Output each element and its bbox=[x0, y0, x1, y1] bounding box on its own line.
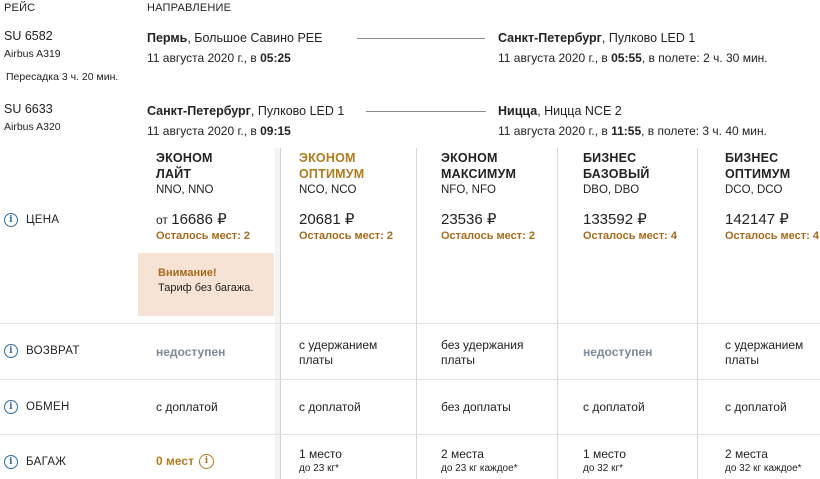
fare-price[interactable]: 23536 ₽ bbox=[441, 211, 497, 228]
exchange-value: с доплатой bbox=[299, 400, 361, 414]
row-divider bbox=[0, 379, 820, 380]
fare-name[interactable]: БИЗНЕС ОПТИМУМ bbox=[725, 151, 791, 181]
refund-value: без удержания платы bbox=[441, 338, 524, 367]
seats-left: Осталось мест: 2 bbox=[441, 230, 535, 242]
info-icon[interactable]: i bbox=[4, 455, 18, 469]
baggage-value: 1 место bbox=[583, 447, 626, 461]
fare-name-selected[interactable]: ЭКОНОМ ОПТИМУМ bbox=[299, 151, 365, 181]
info-icon[interactable]: i bbox=[4, 344, 18, 358]
exchange-value: с доплатой bbox=[583, 400, 645, 414]
arrival-city: Ницца, Ницца NCE 2 bbox=[498, 104, 622, 118]
baggage-limit: до 32 кг каждое* bbox=[725, 463, 802, 474]
fare-name[interactable]: ЭКОНОМ МАКСИМУМ bbox=[441, 151, 517, 181]
fare-price[interactable]: 142147 ₽ bbox=[725, 211, 789, 228]
departure-city: Санкт-Петербург, Пулково LED 1 bbox=[147, 104, 345, 118]
row-label-baggage: i БАГАЖ bbox=[4, 455, 66, 469]
baggage-limit: до 23 кг* bbox=[299, 463, 339, 474]
route-connector bbox=[357, 38, 485, 39]
exchange-value: с доплатой bbox=[156, 400, 218, 414]
warning-text: Тариф без багажа. bbox=[158, 282, 254, 294]
fare-price[interactable]: 20681 ₽ bbox=[299, 211, 355, 228]
baggage-limit: до 32 кг* bbox=[583, 463, 623, 474]
refund-value: с удержанием платы bbox=[299, 338, 378, 367]
route-connector bbox=[366, 111, 486, 112]
refund-value: с удержанием платы bbox=[725, 338, 804, 367]
baggage-value: 0 мест i bbox=[156, 454, 214, 469]
baggage-limit: до 23 кг каждое* bbox=[441, 463, 518, 474]
baggage-value: 2 места bbox=[725, 447, 768, 461]
row-divider bbox=[0, 434, 820, 435]
fare-name[interactable]: БИЗНЕС БАЗОВЫЙ bbox=[583, 151, 650, 181]
column-divider bbox=[697, 148, 698, 479]
arrival-datetime: 11 августа 2020 г., в 11:55, в полете: 3 ч. 40 мин. bbox=[498, 124, 767, 138]
fare-code: NFO, NFO bbox=[441, 184, 496, 196]
header-flight: РЕЙС bbox=[4, 2, 36, 14]
exchange-value: с доплатой bbox=[725, 400, 787, 414]
column-divider bbox=[557, 148, 558, 479]
aircraft-type: Airbus A319 bbox=[4, 48, 61, 60]
aircraft-type: Airbus A320 bbox=[4, 121, 61, 133]
seats-left: Осталось мест: 2 bbox=[299, 230, 393, 242]
warning-title: Внимание! bbox=[158, 267, 217, 279]
departure-city: Пермь, Большое Савино PEE bbox=[147, 31, 323, 45]
seats-left: Осталось мест: 4 bbox=[583, 230, 677, 242]
departure-datetime: 11 августа 2020 г., в 05:25 bbox=[147, 51, 291, 65]
exchange-value: без доплаты bbox=[441, 400, 511, 414]
fare-price[interactable]: от 16686 ₽ bbox=[156, 211, 227, 228]
baggage-value: 1 место bbox=[299, 447, 342, 461]
fare-code: NNO, NNO bbox=[156, 184, 214, 196]
flight-number: SU 6582 bbox=[4, 29, 53, 43]
row-label-price: i ЦЕНА bbox=[4, 213, 59, 227]
fare-name[interactable]: ЭКОНОМ ЛАЙТ bbox=[156, 151, 213, 181]
row-label-exchange: i ОБМЕН bbox=[4, 400, 70, 414]
flight-number: SU 6633 bbox=[4, 102, 53, 116]
info-icon[interactable]: i bbox=[199, 454, 214, 469]
column-divider bbox=[280, 148, 281, 479]
column-divider bbox=[416, 148, 417, 479]
arrival-datetime: 11 августа 2020 г., в 05:55, в полете: 2 ч. 30 мин. bbox=[498, 51, 768, 65]
info-icon[interactable]: i bbox=[4, 400, 18, 414]
fare-code: DBO, DBO bbox=[583, 184, 640, 196]
row-divider bbox=[0, 323, 820, 324]
no-baggage-warning bbox=[138, 253, 274, 316]
refund-value: недоступен bbox=[156, 345, 226, 359]
seats-left: Осталось мест: 2 bbox=[156, 230, 250, 242]
refund-value: недоступен bbox=[583, 345, 653, 359]
arrival-city: Санкт-Петербург, Пулково LED 1 bbox=[498, 31, 696, 45]
transfer-info: Пересадка 3 ч. 20 мин. bbox=[6, 71, 119, 83]
seats-left: Осталось мест: 4 bbox=[725, 230, 819, 242]
departure-datetime: 11 августа 2020 г., в 09:15 bbox=[147, 124, 291, 138]
fare-code: NCO, NCO bbox=[299, 184, 357, 196]
fare-price[interactable]: 133592 ₽ bbox=[583, 211, 647, 228]
row-label-refund: i ВОЗВРАТ bbox=[4, 344, 80, 358]
baggage-value: 2 места bbox=[441, 447, 484, 461]
fare-code: DCO, DCO bbox=[725, 184, 783, 196]
info-icon[interactable]: i bbox=[4, 213, 18, 227]
header-direction: НАПРАВЛЕНИЕ bbox=[147, 2, 232, 14]
